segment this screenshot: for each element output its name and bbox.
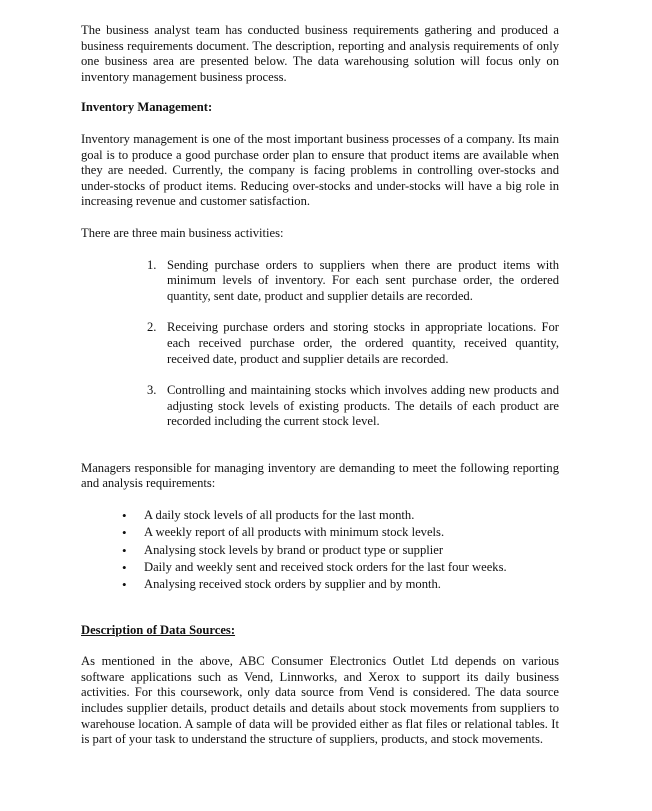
bullet-icon: • (122, 542, 127, 558)
requirement-item (122, 559, 559, 576)
requirement-item (122, 542, 559, 559)
requirement-item (122, 507, 559, 524)
data-sources-paragraph: As mentioned in the above, ABC Consumer Electronics Outlet Ltd depends on various software applications such as Vend, Linnworks, and Xerox to support its daily business activities. For this coursework, only data source from Vend is considered. The data source includes supplier details, product details and details about stock movements from suppliers to warehouse location. A sample of data will be provided either as flat files or relational tables. It is part of your task to understand the structure of suppliers, products, and stock movements. (81, 654, 559, 747)
requirement-text: Analysing received stock orders by supplier and by month. (144, 577, 441, 592)
requirement-text: Daily and weekly sent and received stock orders for the last four weeks. (144, 559, 507, 574)
activity-text: Controlling and maintaining stocks which involves adding new products and adjusting stock levels of existing products. The details of each product are recorded including the current stock level. (167, 383, 559, 429)
intro-paragraph: The business analyst team has conducted business requirements gathering and produced a business requirements document. The description, reporting and analysis requirements of only one business area are presented below. The data warehousing solution will focus only on inventory management business process. (81, 23, 559, 84)
activity-item (147, 320, 559, 367)
requirement-text: A daily stock levels of all products for the last month. (144, 508, 415, 523)
activity-text: Receiving purchase orders and storing stocks in appropriate locations. For each received purchase order, the ordered quantity, received quantity, received date, product and supplier details are recorded. (167, 320, 559, 366)
data-sources-heading: Description of Data Sources: (81, 622, 236, 637)
activity-number: 2. (147, 320, 157, 335)
activity-item (147, 257, 559, 305)
activity-text: Sending purchase orders to suppliers when there are product items with minimum levels of inventory. For each sent purchase order, the ordered quantity, sent date, product and supplier details are recorded. (167, 257, 559, 303)
requirement-item (122, 576, 559, 593)
activity-number: 1. (147, 257, 157, 272)
requirement-item (122, 524, 559, 541)
managers-intro: Managers responsible for managing inventory are demanding to meet the following reporting and analysis requirements: (81, 460, 559, 491)
activity-number: 3. (147, 383, 157, 398)
bullet-icon: • (122, 559, 127, 575)
activities-intro: There are three main business activities: (81, 225, 284, 240)
activities-list (81, 258, 559, 430)
bullet-icon: • (122, 577, 127, 593)
bullet-icon: • (122, 525, 127, 541)
activity-item (147, 383, 559, 430)
requirements-list (81, 507, 559, 593)
requirement-text: Analysing stock levels by brand or product type or supplier (144, 542, 444, 557)
document-page (81, 23, 559, 748)
requirement-text: A weekly report of all products with minimum stock levels. (144, 525, 445, 540)
inventory-heading: Inventory Management: (81, 100, 213, 115)
inventory-paragraph: Inventory management is one of the most important business processes of a company. Its main goal is to produce a good purchase order plan to ensure that product items are available when they are needed. Currently, the company is facing problems in controlling over-stocks and under-stocks of product items. Reducing over-stocks and under-stocks will have a big role in increasing revenue and customer satisfaction. (81, 131, 559, 209)
bullet-icon: • (122, 508, 127, 524)
